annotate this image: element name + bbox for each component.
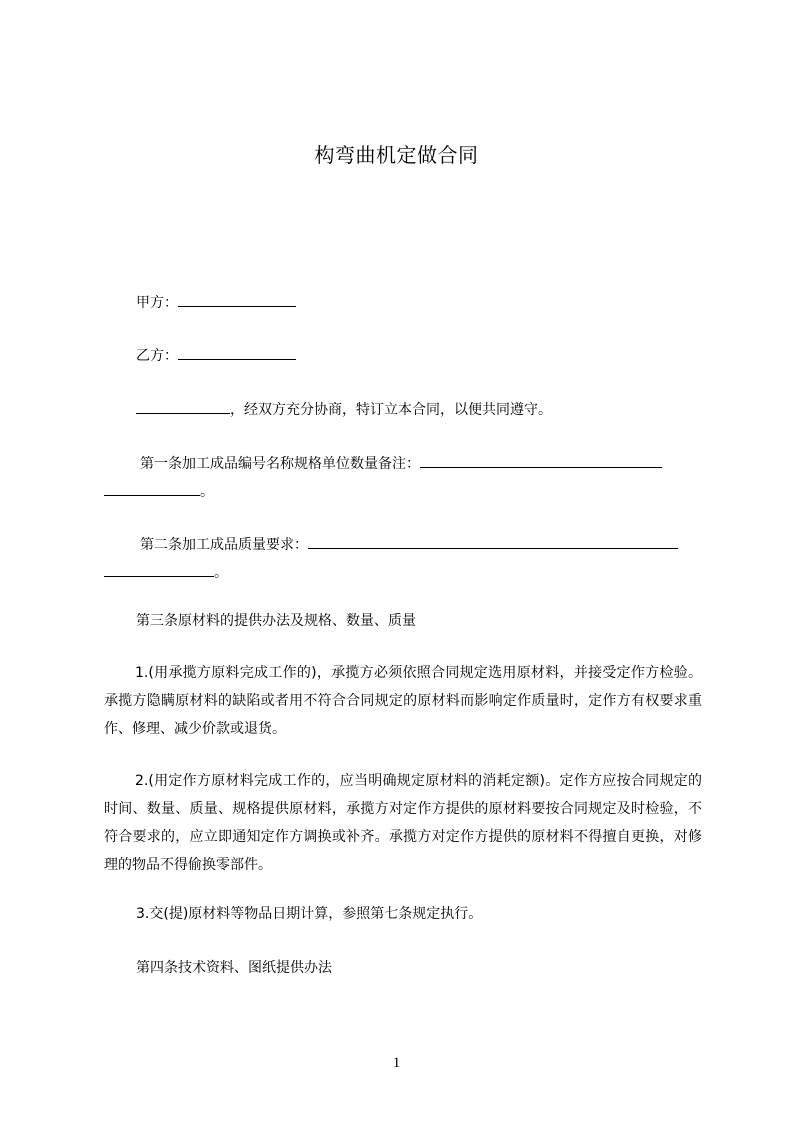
party-a-blank — [178, 291, 296, 307]
article2-blank-1 — [308, 533, 678, 549]
intro-text: ，经双方充分协商，特订立本合同，以便共同遵守。 — [230, 402, 552, 418]
party-b-label: 乙方： — [136, 348, 178, 364]
article3-item3: 3.交(提)原材料等物品日期计算，参照第七条规定执行。 — [136, 906, 483, 922]
article1-label: 第一条加工成品编号名称规格单位数量备注： — [140, 456, 420, 472]
article1-end: 。 — [200, 484, 214, 500]
article2-blank-2 — [104, 561, 214, 577]
article2-line-2 — [104, 561, 704, 583]
article2-end: 。 — [214, 565, 228, 581]
article3-item1: 1.(用承揽方原料完成工作的)，承揽方必须依照合同规定选用原材料，并接受定作方检验。承揽方隐瞒原材料的缺陷或者用不符合合同规定的原材料而影响定作质量时，定作方有权要求重作、修理、减少价款或退货。 — [104, 665, 702, 737]
intro-line — [136, 398, 736, 420]
article4-heading: 第四条技术资料、图纸提供办法 — [136, 960, 332, 976]
party-a-line — [136, 291, 736, 313]
intro-blank — [136, 398, 230, 414]
article1-blank-1 — [420, 452, 662, 468]
article3-item2: 2.(用定作方原材料完成工作的，应当明确规定原材料的消耗定额)。定作方应按合同规定的时间、数量、质量、规格提供原材料，承揽方对定作方提供的原材料要按合同规定及时检验，不符合要求的，应立即通知定作方调换或补齐。承揽方对定作方提供的原材料不得擅自更换，对修理的物品不得偷换零部件。 — [104, 773, 702, 873]
document-title: 构弯曲机定做合同 — [314, 143, 479, 167]
party-a-label: 甲方： — [136, 295, 178, 311]
page-number: 1 — [392, 1055, 401, 1071]
party-b-line — [136, 344, 736, 366]
article2-line — [140, 533, 740, 555]
article1-blank-2 — [104, 480, 200, 496]
article1-line — [140, 452, 740, 474]
article3-heading: 第三条原材料的提供办法及规格、数量、质量 — [136, 613, 416, 629]
party-b-blank — [178, 344, 296, 360]
article2-label: 第二条加工成品质量要求： — [140, 537, 308, 553]
article1-line-2 — [104, 480, 704, 502]
